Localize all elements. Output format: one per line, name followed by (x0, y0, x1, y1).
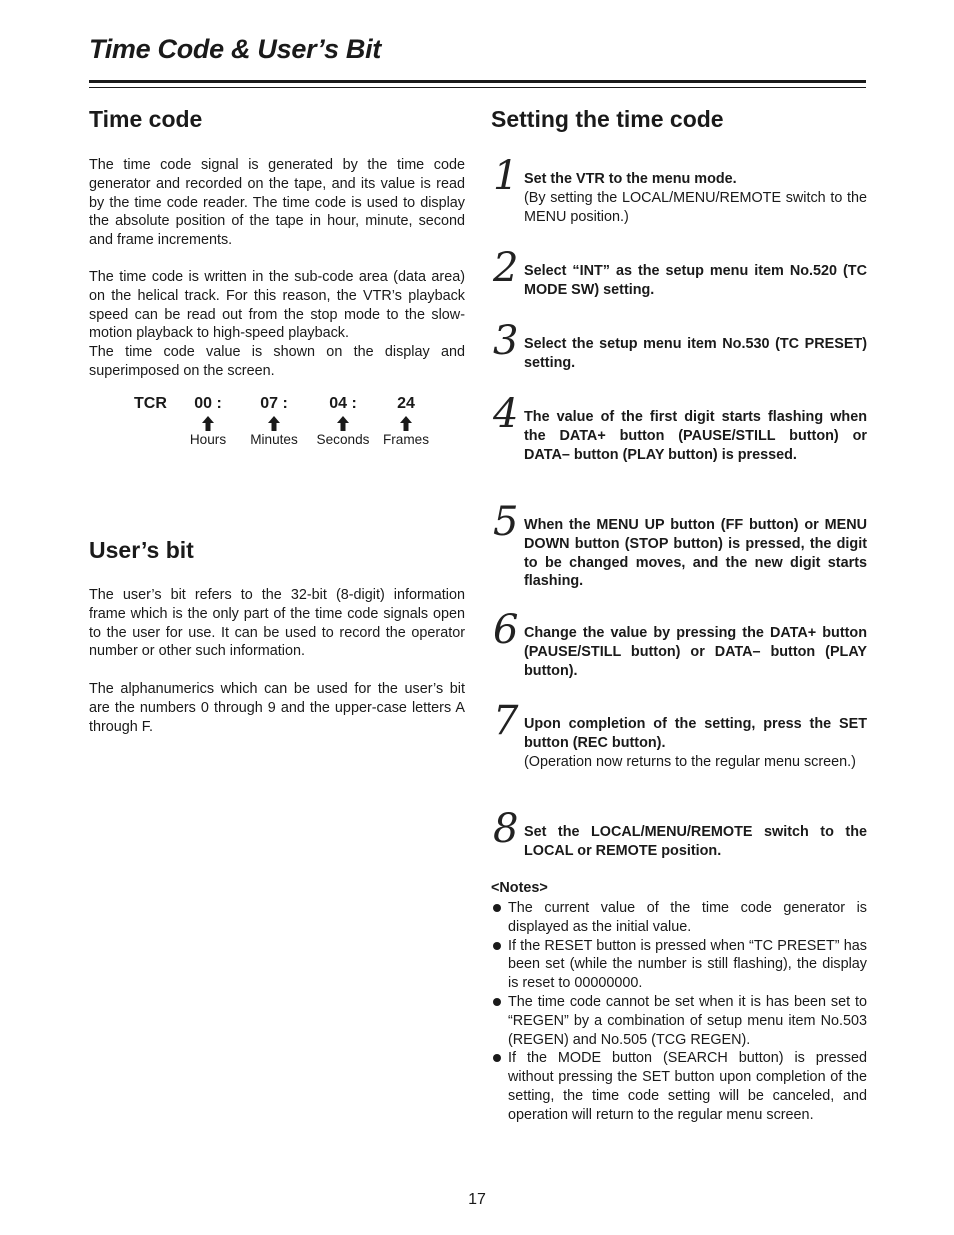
step-instruction: When the MENU UP button (FF button) or MENU DOWN button (STOP button) is pressed, the digit to be changed moves, and the new digit starts flashing. (524, 517, 867, 590)
tc-hours-unit: Hours (189, 432, 227, 447)
tc-minutes-unit: Minutes (250, 432, 298, 447)
title-rule-thick (89, 80, 866, 83)
step-number: 4 (493, 391, 519, 437)
step-note: (By setting the LOCAL/MENU/REMOTE switch to the MENU position.) (524, 189, 867, 225)
step-text (524, 624, 867, 680)
tc-frames-unit: Frames (382, 432, 430, 447)
up-arrow-icon (400, 416, 412, 431)
step-instruction: The value of the first digit starts flashing when the DATA+ button (PAUSE/STILL button) or DATA– button (PLAY button) is pressed. (524, 409, 867, 463)
up-arrow-icon (268, 416, 280, 431)
time-code-paragraph-3: The time code value is shown on the display and superimposed on the screen. (89, 344, 465, 379)
step-number: 8 (493, 806, 519, 852)
bullet-icon (493, 904, 501, 912)
notes-heading: <Notes> (491, 880, 548, 896)
step-instruction: Set the VTR to the menu mode. (524, 171, 737, 187)
step-number: 3 (493, 318, 519, 364)
step-number: 7 (493, 698, 519, 744)
step-text (524, 516, 867, 591)
note-text: If the RESET button is pressed when “TC PRESET” has been set (while the number is still flashing), the display is reset to 00000000. (508, 937, 867, 992)
step-instruction: Set the LOCAL/MENU/REMOTE switch to the LOCAL or REMOTE position. (524, 824, 867, 859)
tc-seconds-unit: Seconds (316, 432, 370, 447)
step-text (524, 335, 867, 373)
users-bit-paragraph-2: The alphanumerics which can be used for the user’s bit are the numbers 0 through 9 and the upper-case letters A through F. (89, 681, 465, 735)
step-text (524, 262, 867, 300)
tc-minutes-value: 07 : (260, 395, 288, 412)
step-instruction: Select “INT” as the setup menu item No.520 (TC MODE SW) setting. (524, 263, 867, 298)
time-code-heading: Time code (89, 106, 203, 132)
tc-frames-value: 24 (397, 395, 415, 412)
step-text (524, 170, 867, 226)
tcr-label: TCR (134, 395, 167, 412)
note-item (491, 1049, 867, 1124)
time-code-paragraph-1: The time code signal is generated by the time code generator and recorded on the tape, and its value is read by the time code reader. The time code is used to display the absolute position of the tape in hour, minute, second and frame increments. (89, 157, 465, 249)
step-number: 1 (493, 153, 519, 199)
bullet-icon (493, 942, 501, 950)
note-text: If the MODE button (SEARCH button) is pressed without pressing the SET button upon completion of the setting, the time code setting will be canceled, and operation will return to the regular menu screen. (508, 1050, 867, 1123)
up-arrow-icon (202, 416, 214, 431)
step-text (524, 408, 867, 464)
note-item (491, 993, 867, 1049)
tc-field-minutes (244, 394, 304, 448)
note-text: The time code cannot be set when it is has been set to “REGEN” by a combination of setup menu item No.503 (REGEN) and No.505 (TCG REGEN). (508, 993, 867, 1048)
time-code-diagram (89, 394, 465, 458)
bullet-icon (493, 1054, 501, 1062)
up-arrow-icon (337, 416, 349, 431)
step-note: (Operation now returns to the regular menu screen.) (524, 753, 856, 770)
bullet-icon (493, 998, 501, 1006)
step-number: 5 (493, 499, 519, 545)
tc-field-seconds (311, 394, 375, 448)
step-text (524, 715, 867, 771)
tc-field-frames (378, 394, 434, 448)
step-number: 6 (493, 607, 519, 653)
users-bit-paragraph-1: The user’s bit refers to the 32-bit (8-digit) information frame which is the only part of the time code signals open to the user for use. It can be used to record the operator number or other such information. (89, 587, 465, 660)
page-number: 17 (468, 1191, 486, 1208)
note-item (491, 899, 867, 937)
time-code-paragraph-2: The time code is written in the sub-code area (data area) on the helical track. For this reason, the VTR’s playback speed can be read out from the stop mode to the slow-motion playback to high-speed playback. (89, 269, 465, 342)
setting-heading: Setting the time code (491, 106, 724, 132)
users-bit-heading: User’s bit (89, 537, 194, 563)
step-number: 2 (493, 245, 519, 291)
tc-hours-value: 00 : (194, 395, 222, 412)
page-title: Time Code & User’s Bit (89, 34, 381, 64)
note-item (491, 937, 867, 993)
title-rule-thin (89, 87, 866, 88)
notes-list (491, 899, 867, 1125)
tc-seconds-value: 04 : (329, 395, 357, 412)
step-instruction: Change the value by pressing the DATA+ button (PAUSE/STILL button) or DATA– button (PLAY button). (524, 625, 867, 679)
tc-field-hours (178, 394, 238, 448)
note-text: The current value of the time code generator is displayed as the initial value. (508, 900, 867, 935)
step-instruction: Select the setup menu item No.530 (TC PRESET) setting. (524, 336, 867, 371)
step-instruction: Upon completion of the setting, press the SET button (REC button). (524, 716, 867, 751)
step-text (524, 823, 867, 861)
